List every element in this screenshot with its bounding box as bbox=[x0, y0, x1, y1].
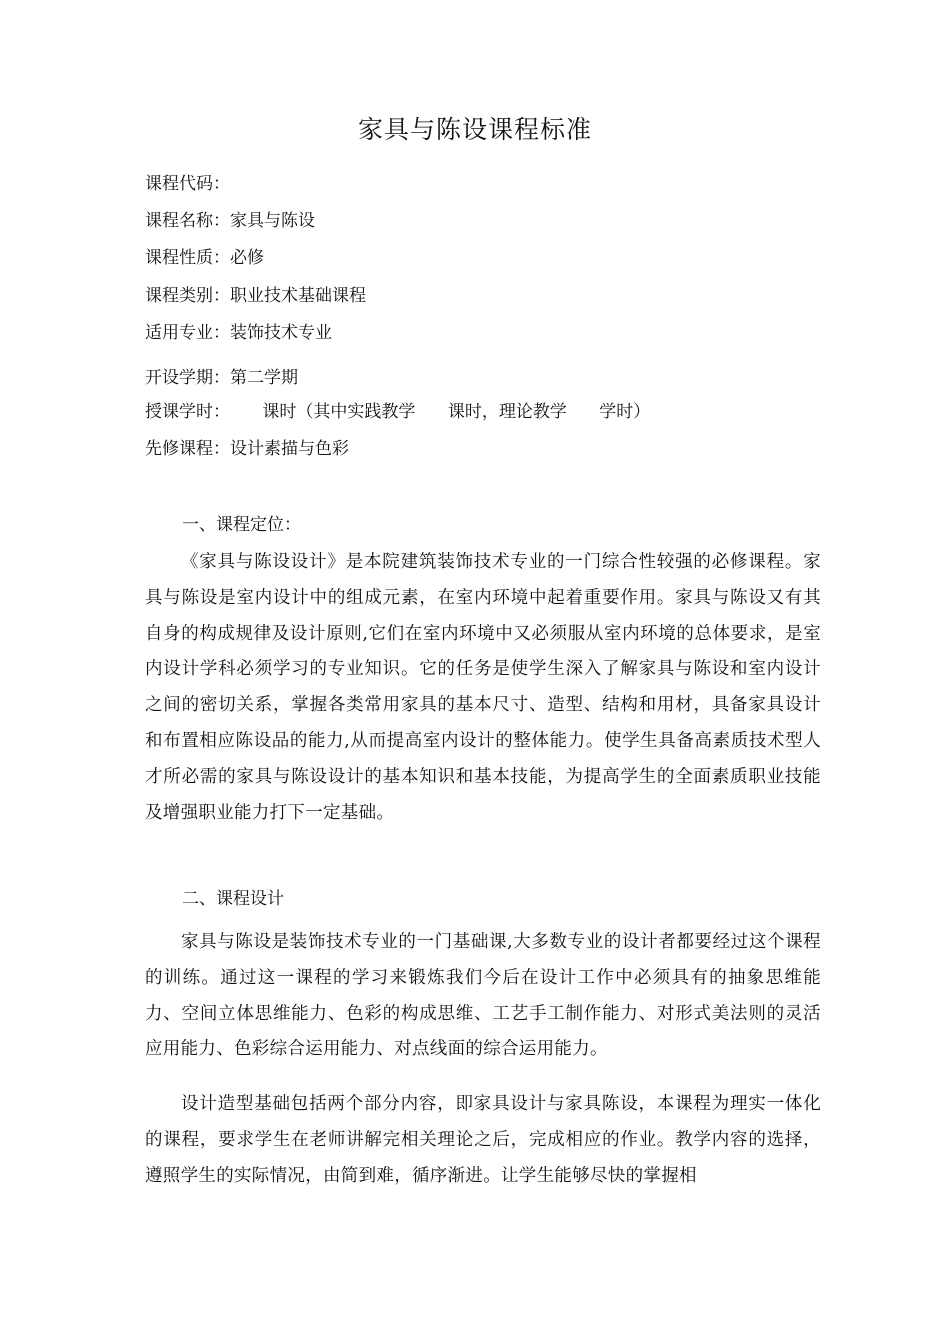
section-heading-positioning: 一、课程定位： bbox=[182, 515, 301, 535]
section-heading-design: 二、课程设计 bbox=[182, 889, 284, 909]
course-category-line: 课程类别：职业技术基础课程 bbox=[145, 286, 366, 306]
positioning-paragraph: 《家具与陈设设计》是本院建筑装饰技术专业的一门综合性较强的必修课程。家具与陈设是室内设计中的组成元素，在室内环境中起着重要作用。家具与陈设又有其自身的构成规律及设计原则,它们在室内环境中又必须服从室内环境的总体要求，是室内设计学科必须学习的专业知识。它的任务是使学生深入了解家具与陈设和室内设计之间的密切关系，掌握各类常用家具的基本尺寸、造型、结构和用材，具备家具设计和布置相应陈设品的能力,从而提高室内设计的整体能力。使学生具备高素质技术型人才所必需的家具与陈设设计的基本知识和基本技能，为提高学生的全面素质职业技能及增强职业能力打下一定基础。 bbox=[145, 552, 821, 823]
teaching-hours-line: 授课学时： 课时（其中实践教学 课时，理论教学 学时） bbox=[145, 402, 651, 422]
document-title: 家具与陈设课程标准 bbox=[357, 115, 592, 144]
semester-line: 开设学期：第二学期 bbox=[145, 368, 298, 388]
course-code-line: 课程代码： bbox=[145, 174, 230, 194]
course-name-line: 课程名称：家具与陈设 bbox=[145, 211, 315, 231]
design-paragraph-1: 家具与陈设是装饰技术专业的一门基础课,大多数专业的设计者都要经过这个课程的训练。通过这一课程的学习来锻炼我们今后在设计工作中必须具有的抽象思维能力、空间立体思维能力、色彩的构成思维、工艺手工制作能力、对形式美法则的灵活应用能力、色彩综合运用能力、对点线面的综合运用能力。 bbox=[145, 932, 821, 1060]
prerequisite-line: 先修课程：设计素描与色彩 bbox=[145, 439, 349, 459]
design-paragraph-2: 设计造型基础包括两个部分内容，即家具设计与家具陈设，本课程为理实一体化的课程，要求学生在老师讲解完相关理论之后，完成相应的作业。教学内容的选择，遵照学生的实际情况，由简到难，循序渐进。让学生能够尽快的掌握相 bbox=[145, 1094, 821, 1186]
applicable-major-line: 适用专业：装饰技术专业 bbox=[145, 323, 332, 343]
course-nature-line: 课程性质：必修 bbox=[145, 248, 264, 268]
